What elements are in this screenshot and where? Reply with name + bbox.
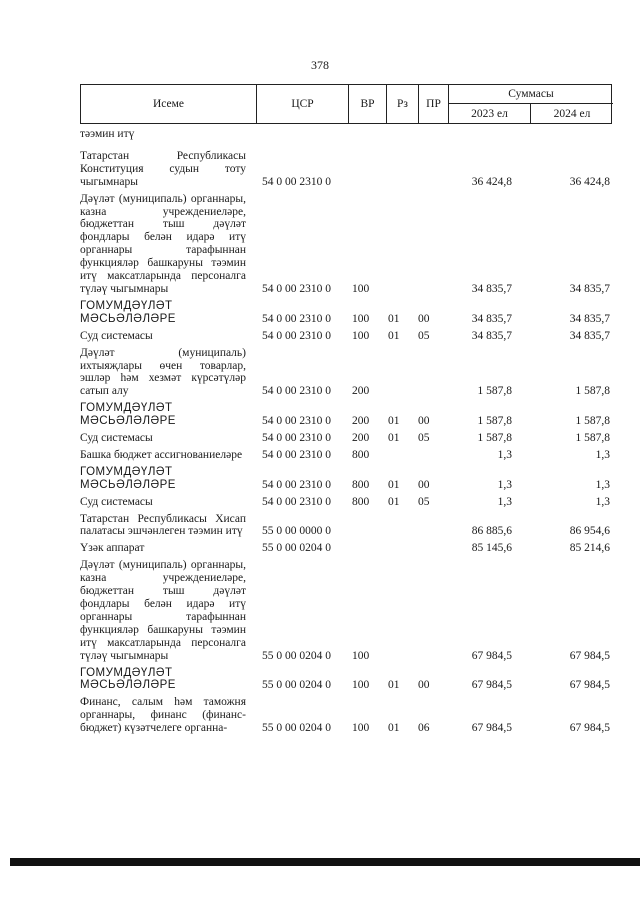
cell-name: тәэмин итү [80,128,135,140]
table-row [80,559,620,662]
table-row [80,150,620,189]
cell-s1: 1,3 [497,478,512,491]
cell-csr: 55 0 00 0204 0 [262,722,331,735]
table-row [80,300,620,326]
cell-csr: 54 0 00 2310 0 [262,432,331,445]
cell-s2: 1 587,8 [575,432,610,445]
cell-name: Дәүләт (муниципаль) органнары, казна учреждениеләре, бюджеттан тыш дәүләт фондлары белән идарә итү органнары тарафыннан функцияләр башкаруны тәэмин итү максатларында персоналга түләү чыгымнары [80,559,246,662]
cell-csr: 54 0 00 2310 0 [262,385,331,398]
cell-rz: 01 [388,329,400,342]
cell-name: Финанс, салым һәм таможня органнары, финанс (финанс-бюджет) күзәтчелеге органна- [80,696,246,735]
cell-name: Татарстан Республикасы Хисап палатасы эшчәнлеген тәэмин итү [80,512,246,538]
cell-name: ГОМУМДӘҮЛӘТ МӘСЬӘЛӘЛӘРЕ [80,402,176,428]
cell-s1: 1,3 [497,448,512,461]
cell-s2: 1,3 [595,478,610,491]
cell-s2: 67 984,5 [569,679,610,692]
cell-pr: 00 [418,679,430,692]
header-year-2024: 2024 ел [553,107,591,120]
table-row [80,513,620,539]
table-row [80,696,620,735]
cell-pr: 00 [418,415,430,428]
cell-vr: 200 [352,385,370,398]
cell-s1: 36 424,8 [471,175,512,188]
cell-s2: 36 424,8 [569,175,610,188]
cell-s2: 34 835,7 [569,329,610,342]
cell-s2: 67 984,5 [569,649,610,662]
table-row [80,542,620,555]
cell-rz: 01 [388,432,400,445]
cell-vr: 100 [352,649,370,662]
cell-pr: 05 [418,432,430,445]
scan-edge-bar [10,858,640,866]
cell-s2: 1 587,8 [575,415,610,428]
cell-pr: 05 [418,329,430,342]
cell-vr: 200 [352,415,370,428]
header-rz: Рз [387,85,419,123]
cell-rz: 01 [388,722,400,735]
cell-vr: 800 [352,448,370,461]
table-header [80,84,612,124]
cell-s2: 1 587,8 [575,385,610,398]
cell-csr: 54 0 00 2310 0 [262,312,331,325]
table-row [80,402,620,428]
cell-vr: 100 [352,282,370,295]
cell-name: Татарстан Республикасы Конституция судын тоту чыгымнары [80,149,246,188]
cell-s1: 1 587,8 [477,432,512,445]
cell-name: ГОМУМДӘҮЛӘТ МӘСЬӘЛӘЛӘРЕ [80,299,176,325]
cell-csr: 55 0 00 0204 0 [262,542,331,555]
header-sum: Суммасы [449,85,613,104]
cell-rz: 01 [388,415,400,428]
cell-name: Дәүләт (муниципаль) ихтыяҗлары өчен товарлар, эшләр һәм хезмәт күрсәтүләр сатып алу [80,346,246,398]
cell-s2: 67 984,5 [569,722,610,735]
cell-s1: 34 835,7 [471,312,512,325]
table-row [80,496,620,509]
cell-csr: 54 0 00 2310 0 [262,415,331,428]
cell-s1: 1 587,8 [477,385,512,398]
table-body [80,124,620,735]
table-row [80,432,620,445]
cell-name: Суд системасы [80,432,153,445]
cell-name: Башка бюджет ассигнованиеләре [80,448,243,461]
table-row [80,667,620,693]
cell-vr: 100 [352,312,370,325]
cell-name: Үзәк аппарат [80,542,145,555]
cell-pr: 05 [418,495,430,508]
cell-csr: 54 0 00 2310 0 [262,495,331,508]
cell-rz: 01 [388,312,400,325]
cell-name: Суд системасы [80,495,153,508]
header-csr: ЦСР [257,85,349,123]
cell-csr: 55 0 00 0204 0 [262,679,331,692]
cell-csr: 55 0 00 0000 0 [262,525,331,538]
cell-rz: 01 [388,478,400,491]
cell-csr: 54 0 00 2310 0 [262,329,331,342]
header-pr: ПР [419,85,449,123]
table-row [80,347,620,399]
cell-s2: 1,3 [595,495,610,508]
cell-s2: 85 214,6 [569,542,610,555]
cell-vr: 100 [352,722,370,735]
cell-vr: 800 [352,495,370,508]
cell-csr: 54 0 00 2310 0 [262,175,331,188]
cell-csr: 55 0 00 0204 0 [262,649,331,662]
cell-name: Дәүләт (муниципаль) органнары, казна учреждениеләре, бюджеттан тыш дәүләт фондлары белән идарә итү органнары тарафыннан функцияләр башкаруны тәэмин итү максатларында персоналга түләү чыгымнары [80,192,246,295]
cell-s1: 67 984,5 [471,649,512,662]
cell-name: Суд системасы [80,329,153,342]
cell-pr: 00 [418,312,430,325]
cell-s2: 34 835,7 [569,282,610,295]
header-year-2023: 2023 ел [449,104,531,123]
cell-s1: 34 835,7 [471,282,512,295]
cell-rz: 01 [388,495,400,508]
cell-name: ГОМУМДӘҮЛӘТ МӘСЬӘЛӘЛӘРЕ [80,666,176,692]
table-row [80,128,620,141]
cell-csr: 54 0 00 2310 0 [262,282,331,295]
cell-s2: 1,3 [595,448,610,461]
cell-s1: 86 885,6 [471,525,512,538]
cell-csr: 54 0 00 2310 0 [262,448,331,461]
cell-s2: 34 835,7 [569,312,610,325]
header-name: Исеме [81,85,257,123]
cell-pr: 06 [418,722,430,735]
cell-vr: 200 [352,432,370,445]
cell-csr: 54 0 00 2310 0 [262,478,331,491]
table-row [80,449,620,462]
cell-name: ГОМУМДӘҮЛӘТ МӘСЬӘЛӘЛӘРЕ [80,465,176,491]
cell-s1: 85 145,6 [471,542,512,555]
cell-pr: 00 [418,478,430,491]
table-row [80,330,620,343]
cell-vr: 100 [352,329,370,342]
table-row [80,193,620,296]
cell-vr: 800 [352,478,370,491]
page-number: 378 [311,58,329,72]
cell-s1: 67 984,5 [471,679,512,692]
header-vr: ВР [349,85,387,123]
cell-s1: 67 984,5 [471,722,512,735]
cell-s1: 1,3 [497,495,512,508]
cell-vr: 100 [352,679,370,692]
cell-s2: 86 954,6 [569,525,610,538]
cell-s1: 34 835,7 [471,329,512,342]
cell-rz: 01 [388,679,400,692]
cell-s1: 1 587,8 [477,415,512,428]
table-row [80,466,620,492]
